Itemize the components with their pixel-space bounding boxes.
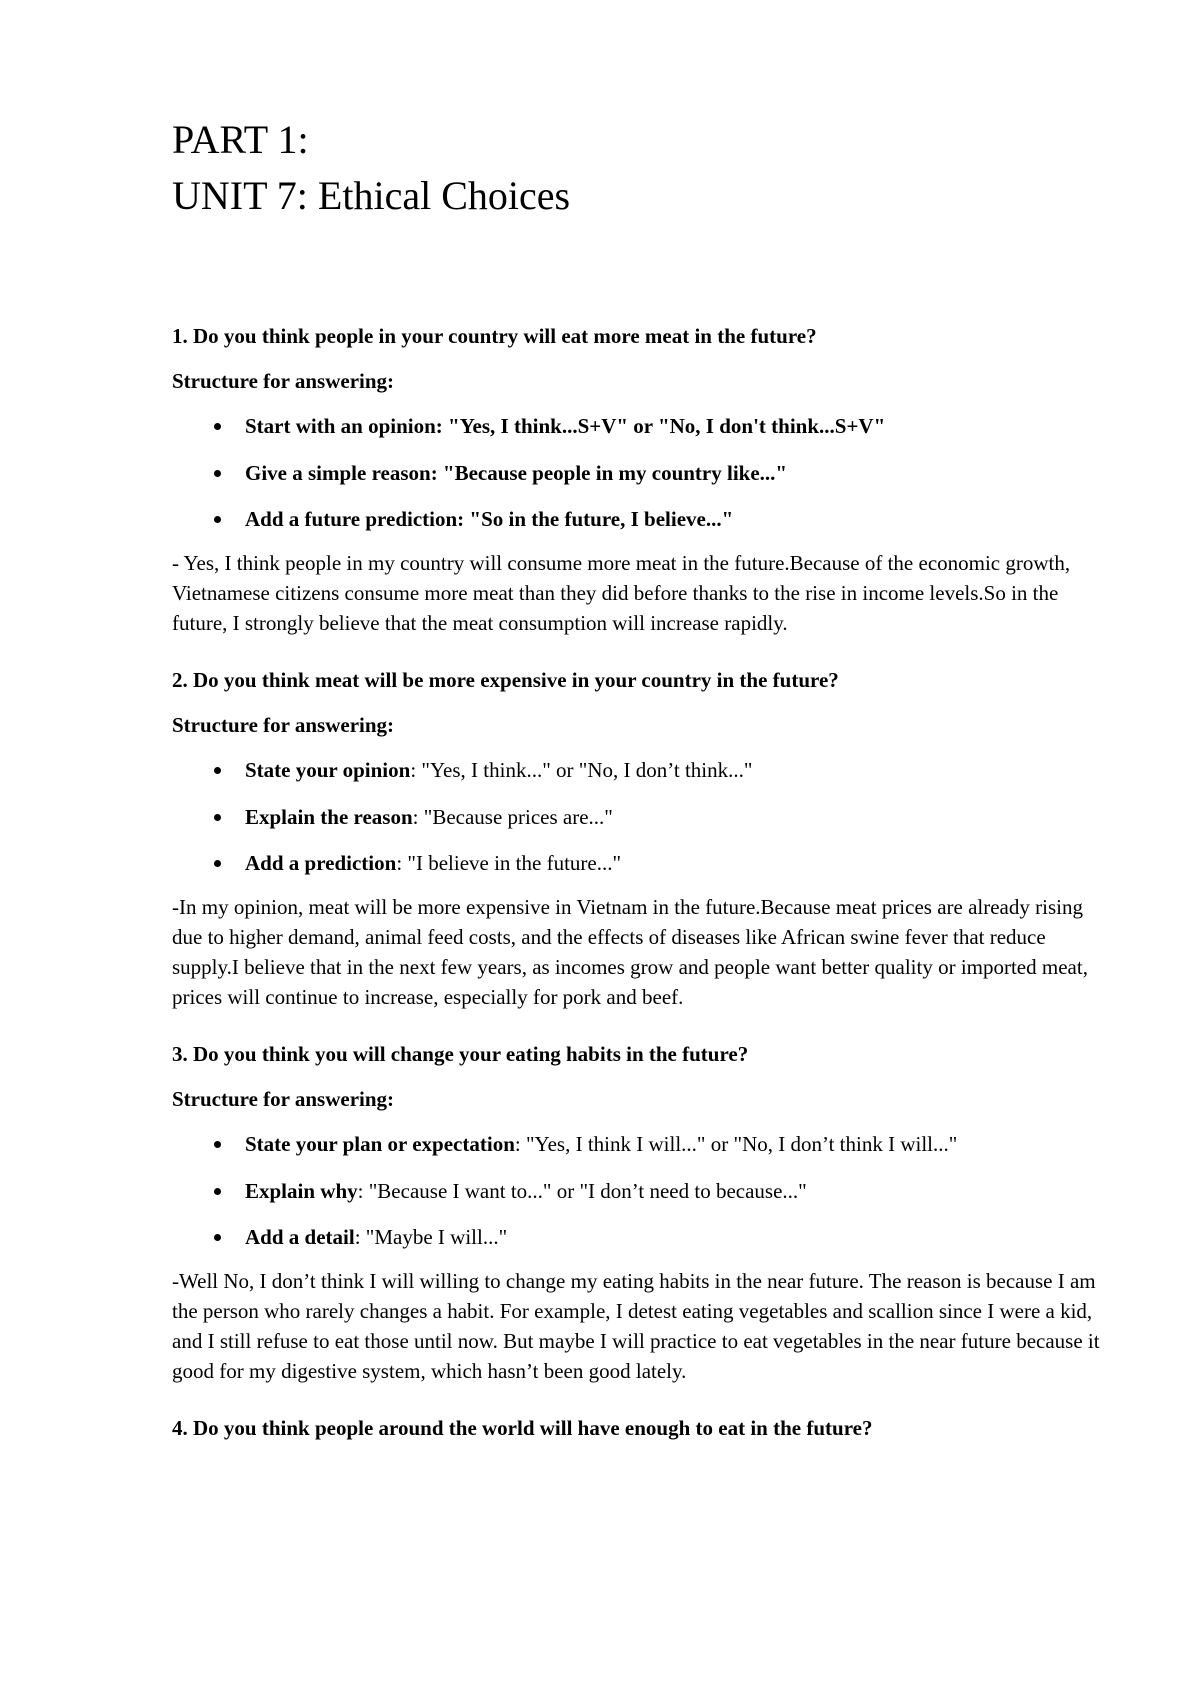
- structure-step: [172, 1128, 1102, 1160]
- structure-step: [172, 801, 1102, 833]
- bullet-icon: [214, 860, 221, 867]
- unit-title: UNIT 7: Ethical Choices: [172, 173, 571, 218]
- structure-step: [172, 503, 1102, 535]
- step-label: State your plan or expectation: [245, 1132, 515, 1156]
- part-title: PART 1:: [172, 117, 309, 162]
- answer-paragraph: - Yes, I think people in my country will consume more meat in the future.Because of the economic growth, Vietnamese citizens consume more meat than they did before thanks to the rise in income levels.So in the future, I strongly believe that the meat consumption will increase rapidly.: [172, 551, 1071, 635]
- step-rest: : "Because prices are...": [412, 804, 613, 829]
- bullet-icon: [214, 1141, 221, 1148]
- bullet-icon: [214, 516, 221, 523]
- bullet-icon: [214, 423, 221, 430]
- question-heading: 2. Do you think meat will be more expensive in your country in the future?: [172, 668, 839, 692]
- question-heading: 1. Do you think people in your country will eat more meat in the future?: [172, 324, 817, 348]
- bullet-icon: [214, 1188, 221, 1195]
- structure-label: Structure for answering:: [172, 369, 395, 393]
- structure-step: [172, 847, 1102, 879]
- bullet-icon: [214, 767, 221, 774]
- bullet-icon: [214, 1234, 221, 1241]
- question-heading: 4. Do you think people around the world will have enough to eat in the future?: [172, 1416, 873, 1440]
- structure-step: [172, 754, 1102, 786]
- structure-step: [172, 1221, 1102, 1253]
- step-label: Explain the reason: [245, 804, 413, 829]
- step-rest: : "Yes, I think..." or "No, I don’t think...": [410, 758, 753, 782]
- step-rest: : "Because I want to..." or "I don’t need to because...": [357, 1178, 807, 1203]
- structure-label: Structure for answering:: [172, 1087, 395, 1111]
- step-rest: : "Maybe I will...": [354, 1225, 508, 1249]
- structure-step: [172, 457, 1102, 489]
- step-label: State your opinion: [245, 758, 411, 782]
- step-label: Add a prediction: [245, 851, 397, 875]
- answer-paragraph: -In my opinion, meat will be more expensive in Vietnam in the future.Because meat prices are already rising due to higher demand, animal feed costs, and the effects of diseases like African swine fever that reduce supply.I believe that in the next few years, as incomes grow and people want better quality or imported meat, prices will continue to increase, especially for pork and beef.: [172, 895, 1088, 1009]
- step-rest: : "I believe in the future...": [396, 851, 622, 875]
- structure-step: [172, 410, 1102, 442]
- structure-steps: [172, 1128, 1102, 1253]
- step-label: Add a future prediction: "So in the future, I believe...": [245, 507, 734, 531]
- step-label: Explain why: [245, 1178, 358, 1203]
- bullet-icon: [214, 814, 221, 821]
- structure-step: [172, 1175, 1102, 1207]
- document-page: [172, 112, 1102, 1457]
- structure-steps: [172, 754, 1102, 879]
- structure-steps: [172, 410, 1102, 535]
- answer-paragraph: -Well No, I don’t think I will willing to change my eating habits in the near future. The reason is because I am the person who rarely changes a habit. For example, I detest eating vegetables and scallion since I were a kid, and I still refuse to eat those until now. But maybe I will practice to eat vegetables in the near future because it good for my digestive system, which hasn’t been good lately.: [172, 1269, 1100, 1383]
- step-label: Add a detail: [245, 1225, 355, 1249]
- question-section-3: [172, 1038, 1102, 1386]
- structure-label: Structure for answering:: [172, 713, 395, 737]
- question-section-2: [172, 664, 1102, 1012]
- question-heading: 3. Do you think you will change your eating habits in the future?: [172, 1042, 749, 1066]
- step-rest: : "Yes, I think I will..." or "No, I don’t think I will...": [514, 1132, 958, 1156]
- question-section-1: [172, 320, 1102, 638]
- bullet-icon: [214, 470, 221, 477]
- spacer: [172, 224, 1102, 320]
- question-section-4: [172, 1412, 1102, 1444]
- step-label: Give a simple reason: "Because people in my country like...": [245, 460, 788, 485]
- step-label: Start with an opinion: "Yes, I think...S+V" or "No, I don't think...S+V": [245, 414, 886, 438]
